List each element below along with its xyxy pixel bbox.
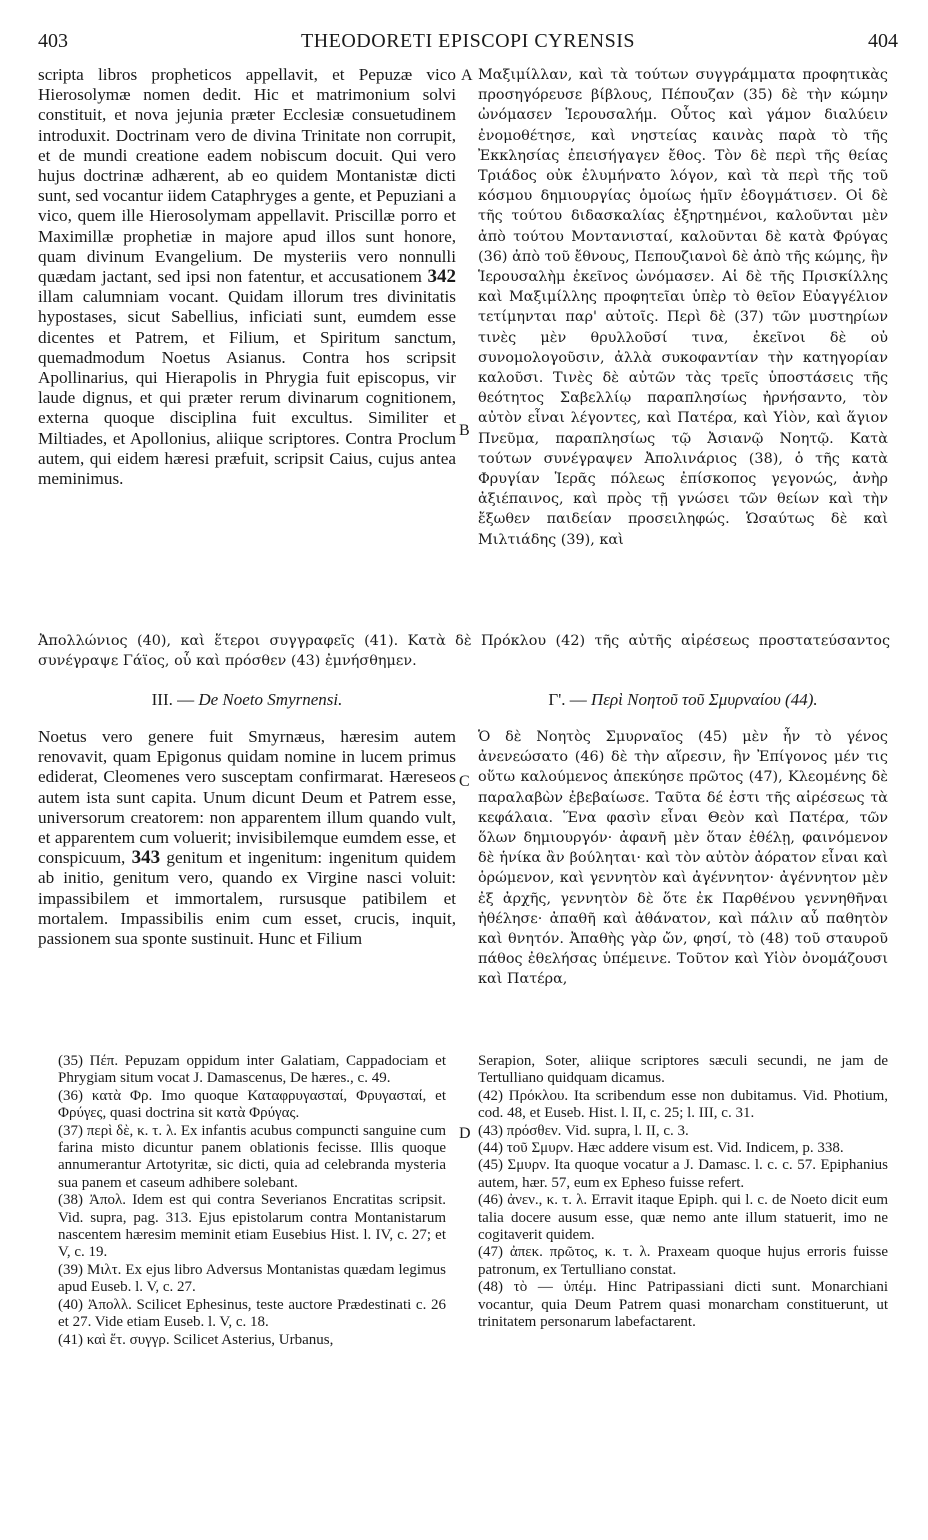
footnote: (38) Ἀπολ. Idem est qui contra Severianos Encratitas scripsit. Vid. supra, pag. 313. Ejus epistolarum contra Montanistarum nascentem hæresim meminit etiam Eusebius Hist. l. IV, c. 27; et V, c. 19.	[58, 1192, 446, 1261]
page-number-right: 404	[868, 30, 898, 52]
footnote: (47) ἀπεκ. πρῶτος, κ. τ. λ. Praxeam quoque hujus erroris fuisse patronum, ex Tertulliano constat.	[478, 1244, 888, 1278]
section-title: De Noeto Smyrnensi.	[198, 690, 343, 709]
latin-paragraph	[38, 727, 456, 949]
footnote: (43) πρόσθεν. Vid. supra, l. II, c. 3.	[478, 1122, 689, 1139]
section-title: Περὶ Νοητοῦ τοῦ Σμυρναίου (44).	[591, 690, 818, 709]
footnote: Serapion, Soter, aliique scriptores sæculi secundi, ne jam de Tertulliano quidquam dicamus.	[478, 1053, 888, 1087]
margin-letter-c: C	[459, 773, 470, 790]
running-header	[38, 30, 898, 58]
latin-text: Noetus vero genere fuit Smyrnæus, hæresim autem renovavit, quam Epigonus quidam nomine in lucem primus ediderat, Cleomenes vero susceptam confirmarat. Hæreseos autem ista sunt capita. Unum dicunt Deum et Patrem esse, universorum creatorem: non apparentem illum quando vult, et apparentem cum voluerit; invisibilemque eumdem esse, et conspicuum,	[38, 727, 456, 868]
greek-paragraph: Μαξιμίλλαν, καὶ τὰ τούτων συγγράμματα προφητικὰς προσηγόρευσε βίβλους, Πέπουζαν (35) δὲ τὴν κώμην ὠνόμασεν Ἱερουσαλήμ. Οὗτος καὶ γάμον διαλύειν ἐνομοθέτησε, καὶ νηστείας καινὰς παρὰ τὸ τῆς Ἐκκλησίας ἐπεισήγαγεν ἔθος. Τὸν δὲ περὶ τῆς θείας Τριάδος οὐκ ἐλυμήνατο λόγον, καὶ τὰ περὶ τῆς τοῦ κόσμου δημιουργίας ὁμοίως ἡμῖν ἐδογμάτισεν. Οἱ δὲ τῆς τούτου διδασκαλίας ἐξηρτημένοι, καλοῦνται μὲν ἀπὸ τούτου Μοντανισταί, καλοῦνται δὲ κατὰ Φρύγας (36) ἀπὸ τοῦ ἔθνους, Πεπουζιανοὶ δὲ ἀπὸ τῆς κώμης, ἣν Ἱερουσαλὴμ ἐκεῖνος ὠνόμασεν. Αἱ δὲ τῆς Πρισκίλλης καὶ Μαξιμίλλης προφητεῖαι ὑπὲρ τὸ θεῖον Εὐαγγέλιον τετίμηνται παρ' αὐτοῖς. Περὶ δὲ (37) τῶν μυστηρίων τινὲς μὲν θρυλλοῦσί τινα, ἐκεῖνοι δὲ οὐ συνομολογοῦσιν, ἀλλὰ συκοφαντίαν τὴν κατηγορίαν καλοῦσι. Τινὲς δὲ αὐτῶν τὰς τρεῖς ὑποστάσεις τῆς θεότητος Σαβελλίῳ παραπλησίως ἠρνήσαντο, τὸν αὐτὸν εἶναι λέγοντες, καὶ Πατέρα, καὶ Υἱὸν, καὶ ἅγιον Πνεῦμα, παραπλησίως τῷ Ἀσιανῷ Νοητῷ. Κατὰ τούτων συνέγραψεν Ἀπολινάριος (38), ὁ τῆς κατὰ Φρυγίαν Ἱερᾶς πόλεως ἐπίσκοπος γεγονώς, ἀνὴρ ἀξιέπαινος, καὶ πρὸς τῇ γνώσει τῶν θείων καὶ τὴν ἔξωθεν παιδείαν προσειληφώς. Ὡσαύτως δὲ καὶ Μιλτιάδης (39), καὶ	[478, 67, 888, 548]
footnote: (44) τοῦ Σμυρν. Hæc addere visum est. Vid. Indicem, p. 338.	[478, 1140, 844, 1157]
page-number-left: 403	[38, 30, 68, 52]
section-heading-greek	[478, 690, 888, 710]
footnote: (41) καὶ ἕτ. συγγρ. Scilicet Asterius, Urbanus,	[58, 1331, 334, 1348]
section-number: Γ'. —	[548, 690, 587, 709]
footnote: (42) Πρόκλου. Ita scribendum esse non dubitamus. Vid. Photium, cod. 48, et Euseb. Hist. l. II, c. 25; l. III, c. 31.	[478, 1087, 888, 1122]
footnote: (46) ἀνεν., κ. τ. λ. Erravit itaque Epiph. qui l. c. de Noeto dicit eum talia docere ausum esse, quæ nemo ante illum statuerit, imo ne cogitaverit quidem.	[478, 1192, 888, 1244]
footnote: (45) Σμυρν. Ita quoque vocatur a J. Damasc. l. c. c. 57. Epiphanius autem, hær. 57, eum ex Epheso fuisse refert.	[478, 1157, 888, 1191]
page-marker: 343	[131, 847, 161, 869]
latin-text: scripta libros propheticos appellavit, et Pepuzæ vico Hierosolymæ nomen dedit. Hic et matrimonium solvi constituit, et nova jejunia præter Ecclesiæ consuetudinem introduxit. Doctrinam vero de divina Trinitate non corrupit, et de mundi creatione eadem nobiscum docuit. Qui vero hujus doctrinæ adhærent, ab eo quidem Montanistæ dicti sunt, sed vocantur iidem Cataphryges a gente, et Pepuziani a vico, quem ille Hierosolymam appellavit. Priscillæ porro et Maximillæ prophetiæ in majore apud illos sunt honore, quam divinum Evangelium. De mysteriis vero nonnulli quædam jactant, sed ipsi non fatentur, et accusationem	[38, 65, 456, 287]
section-number: III. —	[151, 690, 195, 709]
greek-column-section	[478, 727, 888, 990]
footnote: (39) Μιλτ. Ex ejus libro Adversus Montanistas quædam legimus apud Euseb. l. V, c. 27.	[58, 1261, 446, 1296]
footnote: (37) περὶ δὲ, κ. τ. λ. Ex infantis acubus compuncti sanguine cum farina misto dicuntur panem oblationis fecisse. Illis quoque annumerantur Artotyritæ, sic dicti, quia ad celebranda mysteria sua panem et caseum adhibere solebant.	[58, 1122, 446, 1191]
page-marker: 342	[427, 266, 457, 288]
latin-column-section	[38, 727, 456, 949]
running-title: THEODORETI EPISCOPI CYRENSIS	[300, 30, 636, 52]
footnote: (48) τὸ — ὑπέμ. Hinc Patripassiani dicti sunt. Monarchiani vocantur, quia Deum Patrem quasi monarcham constituerunt, ut trinitatem personarum labefactarent.	[478, 1279, 888, 1331]
footnote: (40) Ἀπολλ. Scilicet Ephesinus, teste auctore Prædestinati c. 26 et 27. Vide etiam Euseb. l. V, c. 18.	[58, 1296, 446, 1331]
margin-letter-d: D	[459, 1125, 471, 1142]
latin-text-continued: illam calumniam vocant. Quidam illorum tres divinitatis hypostases, sicut Sabellius, inficiati sunt, eumdem esse dicentes et Patrem, et Filium, et Spiritum sanctum, quemadmodum Noetus Asianus. Contra hos scripsit Apollinarius, qui Hierapolis in Phrygia fuit episcopus, vir laude dignus, et qui præter rerum divinarum cognitionem, externa quoque disciplina fuit excultus. Similiter et Miltiades, et Apollonius, aliique scriptores. Contra Proclum autem, qui eidem hæresi præfuit, scripsit Caius, cujus antea meminimus.	[38, 287, 456, 489]
greek-paragraph: Ὁ δὲ Νοητὸς Σμυρναῖος (45) μὲν ἦν τὸ γένος ἀνενεώσατο (46) δὲ τὴν αἵρεσιν, ἣν Ἐπίγονος μέν τις οὕτω καλούμενος ἀπεκύησε πρῶτος (47), Κλεομένης δὲ παραλαβὼν ἐβεβαίωσε. Ταῦτα δέ ἐστι τῆς αἱρέσεως τὰ κεφάλαια. Ἕνα φασὶν εἶναι Θεὸν καὶ Πατέρα, τῶν ὅλων δημιουργόν· ἀφανῆ μὲν ὅταν ἐθέλῃ, φαινόμενον δὲ ἡνίκα ἂν βούληται· καὶ τὸν αὐτὸν ἀόρατον εἶναι καὶ ὁρώμενον, καὶ γεννητὸν καὶ ἀγέννητον· ἀγέννητον μὲν ἐξ ἀρχῆς, γεννητὸν δὲ ὅτε ἐκ Παρθένου γεννηθῆναι ἠθέλησε· ἀπαθῆ καὶ ἀθάνατον, καὶ πάλιν αὖ παθητὸν καὶ θνητόν. Ἀπαθὴς γὰρ ὤν, φησί, τὸ (48) τοῦ σταυροῦ πάθος ἐθελήσας ὑπέμεινε. Τοῦτον καὶ Υἱὸν ὀνομάζουσι καὶ Πατέρα,	[478, 729, 888, 988]
latin-column-top	[38, 65, 456, 489]
greek-span-text: Ἀπολλώνιος (40), καὶ ἕτεροι συγγραφεῖς (41). Κατὰ δὲ Πρόκλου (42) τῆς αὐτῆς αἱρέσεως προστατεύσαντος συνέγραψε Γάϊος, οὗ καὶ πρόσθεν (43) ἐμνήσθημεν.	[38, 633, 890, 670]
section-heading-latin	[38, 690, 456, 710]
latin-paragraph	[38, 65, 456, 489]
footnotes-left	[58, 1053, 446, 1349]
margin-letter-a: A	[461, 67, 473, 84]
footnotes-right	[478, 1053, 888, 1332]
footnote: (36) κατὰ Φρ. Imo quoque Καταφρυγασταί, Φρυγασταί, et Φρύγες, quasi doctrina sit κατὰ Φρύγας.	[58, 1087, 446, 1122]
greek-column-top	[478, 65, 888, 550]
footnote: (35) Πέπ. Pepuzam oppidum inter Galatiam, Cappadociam et Phrygiam situm vocat J. Damascenus, De hæres., c. 49.	[58, 1053, 446, 1087]
margin-letter-b: B	[459, 422, 470, 439]
greek-spanning-line	[38, 631, 890, 671]
latin-text-continued: genitum et ingenitum: ingenitum quidem ab initio, genitum vero, quando ex Virgine nasci voluit: impassibilem et immortalem, rursusque patibilem et mortalem. Impassibilis enim cum esset, crucis, inquit, passionem sua sponte sustinuit. Hunc et Filium	[38, 848, 456, 949]
